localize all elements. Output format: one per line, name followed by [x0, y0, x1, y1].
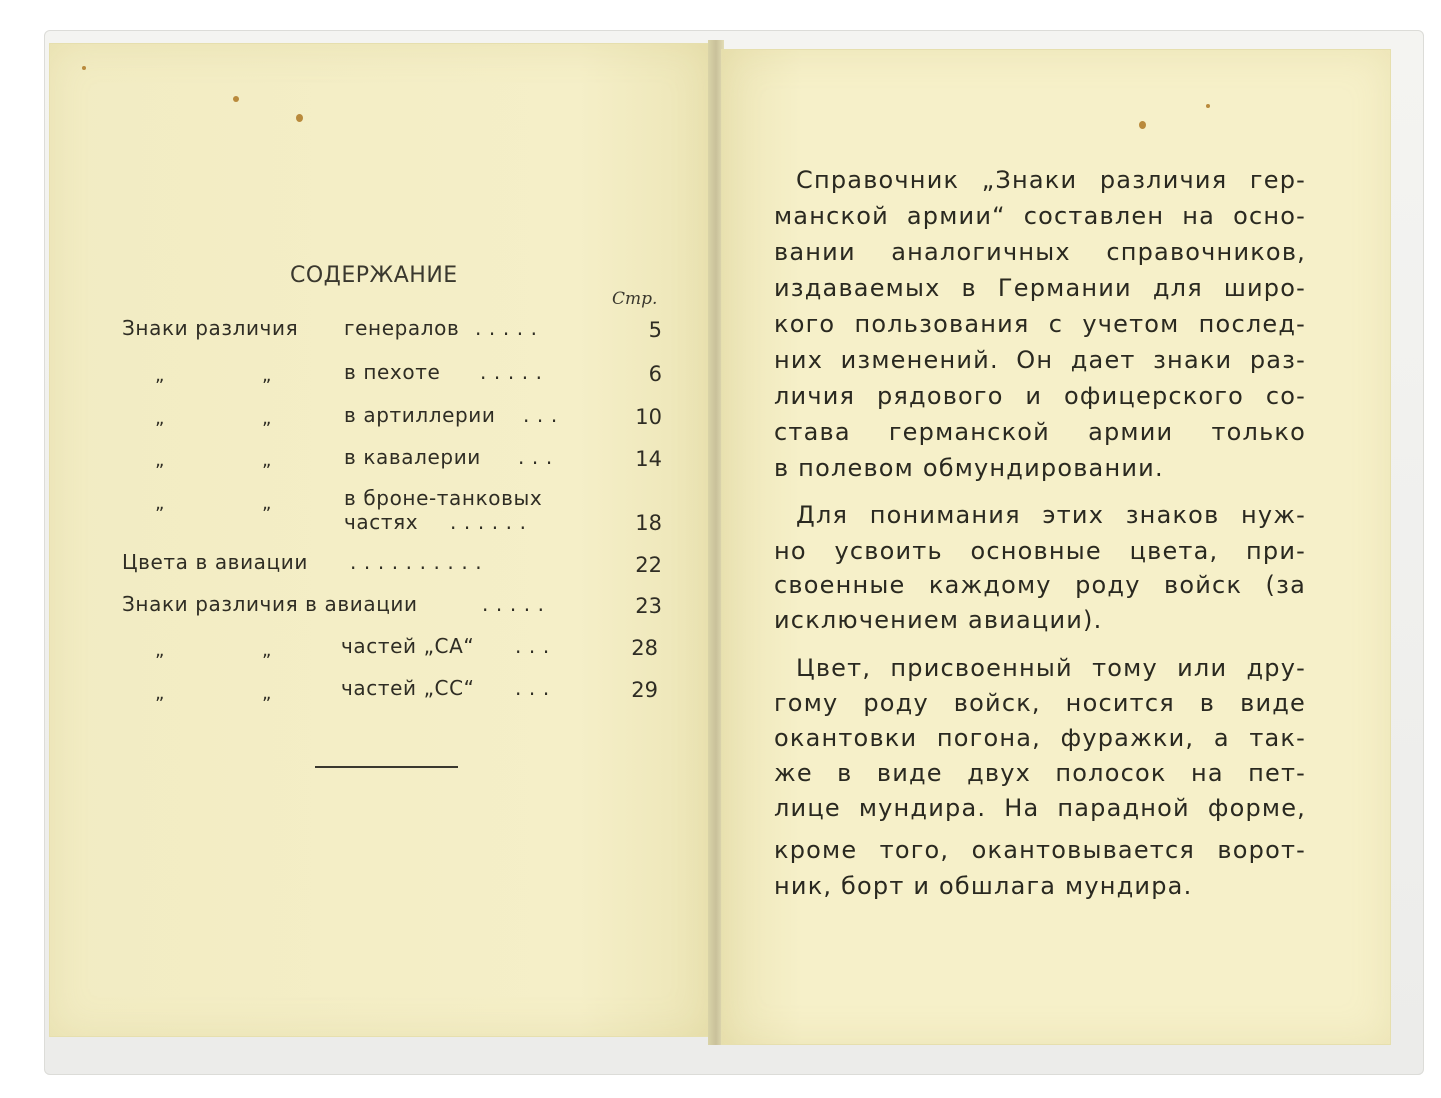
toc-entry-text: в кавалерии [344, 445, 481, 469]
toc-entry-page: 5 [648, 318, 662, 342]
body-line: них изменений. Он дает знаки раз- [774, 346, 1306, 374]
ditto-mark: „ [262, 640, 272, 661]
toc-entry-page: 14 [635, 447, 662, 471]
toc-entry-page: 18 [635, 511, 662, 535]
paper-speck [1206, 104, 1210, 108]
toc-entry-text: Цвета в авиации [122, 550, 308, 574]
toc-entry-page: 6 [648, 362, 662, 386]
toc-title: СОДЕРЖАНИЕ [290, 263, 458, 288]
toc-end-rule [315, 766, 458, 768]
body-line: става германской армии только [774, 418, 1306, 446]
body-line: издаваемых в Германии для широ- [774, 274, 1306, 302]
toc-entry-text: в пехоте [344, 360, 441, 384]
toc-entry-leader: . . . [523, 403, 558, 427]
toc-entry-prefix: Знаки различия [122, 316, 299, 340]
paper-speck [1139, 121, 1146, 129]
body-line: кроме того, окантовывается ворот- [774, 836, 1306, 864]
body-line: же в виде двух полосок на пет- [774, 759, 1306, 787]
toc-entry-page: 29 [631, 678, 658, 702]
toc-entry-text: генералов [344, 316, 460, 340]
toc-entry-page: 28 [631, 636, 658, 660]
ditto-mark: „ [262, 493, 272, 514]
ditto-mark: „ [155, 365, 165, 386]
ditto-mark: „ [262, 365, 272, 386]
body-line: личия рядового и офицерского со- [774, 382, 1306, 410]
paper-speck [82, 66, 86, 70]
body-line: ник, борт и обшлага мундира. [774, 872, 1193, 900]
body-line: гому роду войск, носится в виде [774, 689, 1306, 717]
ditto-mark: „ [262, 450, 272, 471]
toc-entry-leader: . . . . . . . . . . [350, 550, 483, 574]
toc-entry-page: 10 [635, 405, 662, 429]
toc-entry-leader: . . . [515, 634, 550, 658]
paper-speck [233, 96, 239, 102]
toc-page-column-header: Стр. [612, 289, 658, 309]
left-page [50, 44, 710, 1036]
toc-entry-leader: . . . [518, 445, 553, 469]
toc-entry-leader: . . . . . [480, 360, 543, 384]
toc-entry-text: в броне-танковых [344, 486, 543, 510]
body-line: вании аналогичных справочников, [774, 238, 1306, 266]
ditto-mark: „ [155, 640, 165, 661]
ditto-mark: „ [155, 450, 165, 471]
paper-speck [296, 114, 303, 122]
body-line: Для понимания этих знаков нуж- [796, 501, 1306, 529]
toc-entry-leader: . . . [515, 676, 550, 700]
toc-entry-page: 22 [635, 553, 662, 577]
ditto-mark: „ [262, 683, 272, 704]
toc-entry-text-continued: частях [344, 510, 419, 534]
ditto-mark: „ [262, 408, 272, 429]
toc-entry-leader: . . . . . [482, 592, 545, 616]
toc-entry-leader: . . . . . [475, 316, 538, 340]
toc-entry-text: частей „СА“ [341, 634, 475, 658]
body-line: Справочник „Знаки различия гер- [796, 166, 1306, 194]
toc-entry-text: частей „СС“ [341, 676, 475, 700]
toc-entry-text: в артиллерии [344, 403, 496, 427]
toc-entry-text: Знаки различия в авиации [122, 592, 418, 616]
body-line: окантовки погона, фуражки, а так- [774, 724, 1306, 752]
body-line: исключением авиации). [774, 606, 1103, 634]
ditto-mark: „ [155, 408, 165, 429]
body-line: лице мундира. На парадной форме, [774, 794, 1306, 822]
body-line: в полевом обмундировании. [774, 454, 1164, 482]
toc-entry-page: 23 [635, 594, 662, 618]
ditto-mark: „ [155, 493, 165, 514]
body-line: Цвет, присвоенный тому или дру- [796, 654, 1306, 682]
body-line: манской армии“ составлен на осно- [774, 202, 1306, 230]
body-line: своенные каждому роду войск (за [774, 571, 1306, 599]
ditto-mark: „ [155, 683, 165, 704]
toc-entry-leader: . . . . . . [450, 510, 527, 534]
body-line: но усвоить основные цвета, при- [774, 537, 1306, 565]
body-line: кого пользования с учетом послед- [774, 310, 1306, 338]
